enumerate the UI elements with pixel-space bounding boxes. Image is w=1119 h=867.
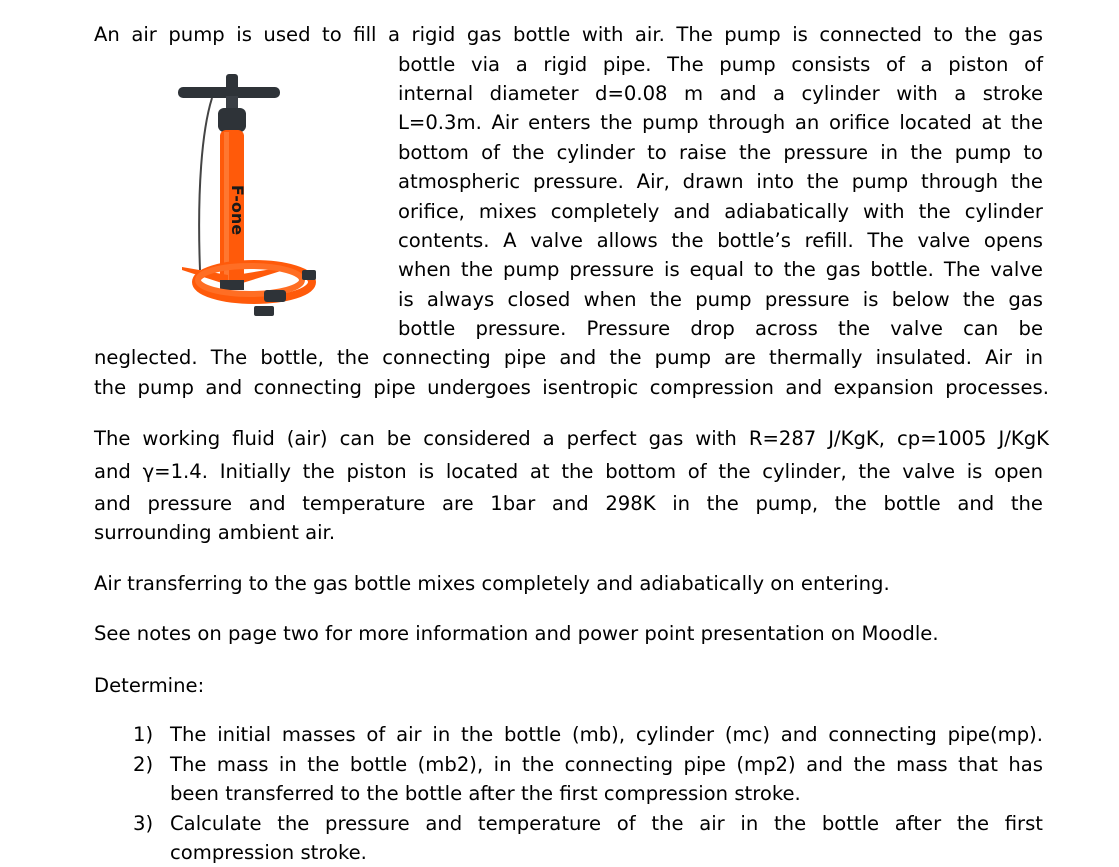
question-2-text-1: The mass in the bottle (mb2), in the connecting pipe (mp2) and the mass that has: [170, 753, 1043, 776]
p1-line-10: is always closed when the pump pressure is below the gas: [398, 288, 1043, 311]
p1-line-8: contents. A valve allows the bottle’s refill. The valve opens: [398, 229, 1043, 252]
determine-label: Determine:: [94, 674, 205, 697]
question-1-number: 1): [133, 723, 154, 746]
p1-line-12: neglected. The bottle, the connecting pipe and the pump are thermally insulated. Air in: [94, 346, 1043, 369]
p1-line-13: the pump and connecting pipe undergoes isentropic compression and expansion processes.: [94, 376, 1049, 399]
p2-line-4: surrounding ambient air.: [94, 521, 336, 544]
p2-line-1: The working fluid (air) can be considered a perfect gas with R=287 J/KgK, cp=1005 J/KgK: [94, 427, 1049, 450]
p1-line-4: L=0.3m. Air enters the pump through an orifice located at the: [398, 111, 1043, 134]
p2-line-3: and pressure and temperature are 1bar and 298K in the pump, the bottle and the: [94, 492, 1043, 515]
question-3-number: 3): [133, 812, 154, 835]
question-3-text-1: Calculate the pressure and temperature of the air in the bottle after the first: [170, 812, 1043, 835]
p1-line-2: bottle via a rigid pipe. The pump consists of a piston of: [398, 53, 1043, 76]
p1-line-5: bottom of the cylinder to raise the pressure in the pump to: [398, 141, 1043, 164]
p1-line-7: orifice, mixes completely and adiabatically with the cylinder: [398, 200, 1043, 223]
question-1-text: The initial masses of air in the bottle (mb), cylinder (mc) and connecting pipe(mp).: [170, 723, 1043, 746]
air-pump-image: [172, 70, 332, 326]
p2-line-2: and γ=1.4. Initially the piston is located at the bottom of the cylinder, the valve is open: [94, 460, 1043, 483]
p1-line-9: when the pump pressure is equal to the gas bottle. The valve: [398, 258, 1043, 281]
p1-line-1: An air pump is used to fill a rigid gas bottle with air. The pump is connected to the gas: [94, 23, 1043, 46]
paragraph-notes: See notes on page two for more information and power point presentation on Moodle.: [94, 622, 939, 645]
pump-brand-text: F-one: [228, 184, 247, 236]
question-3-text-2: compression stroke.: [170, 841, 367, 864]
question-2-text-2: been transferred to the bottle after the first compression stroke.: [170, 782, 801, 805]
p1-line-11: bottle pressure. Pressure drop across the valve can be: [398, 317, 1043, 340]
paragraph-mixing: Air transferring to the gas bottle mixes completely and adiabatically on entering.: [94, 572, 890, 595]
question-2-number: 2): [133, 753, 154, 776]
p1-line-3: internal diameter d=0.08 m and a cylinder with a stroke: [398, 82, 1043, 105]
p1-line-6: atmospheric pressure. Air, drawn into the pump through the: [398, 170, 1043, 193]
